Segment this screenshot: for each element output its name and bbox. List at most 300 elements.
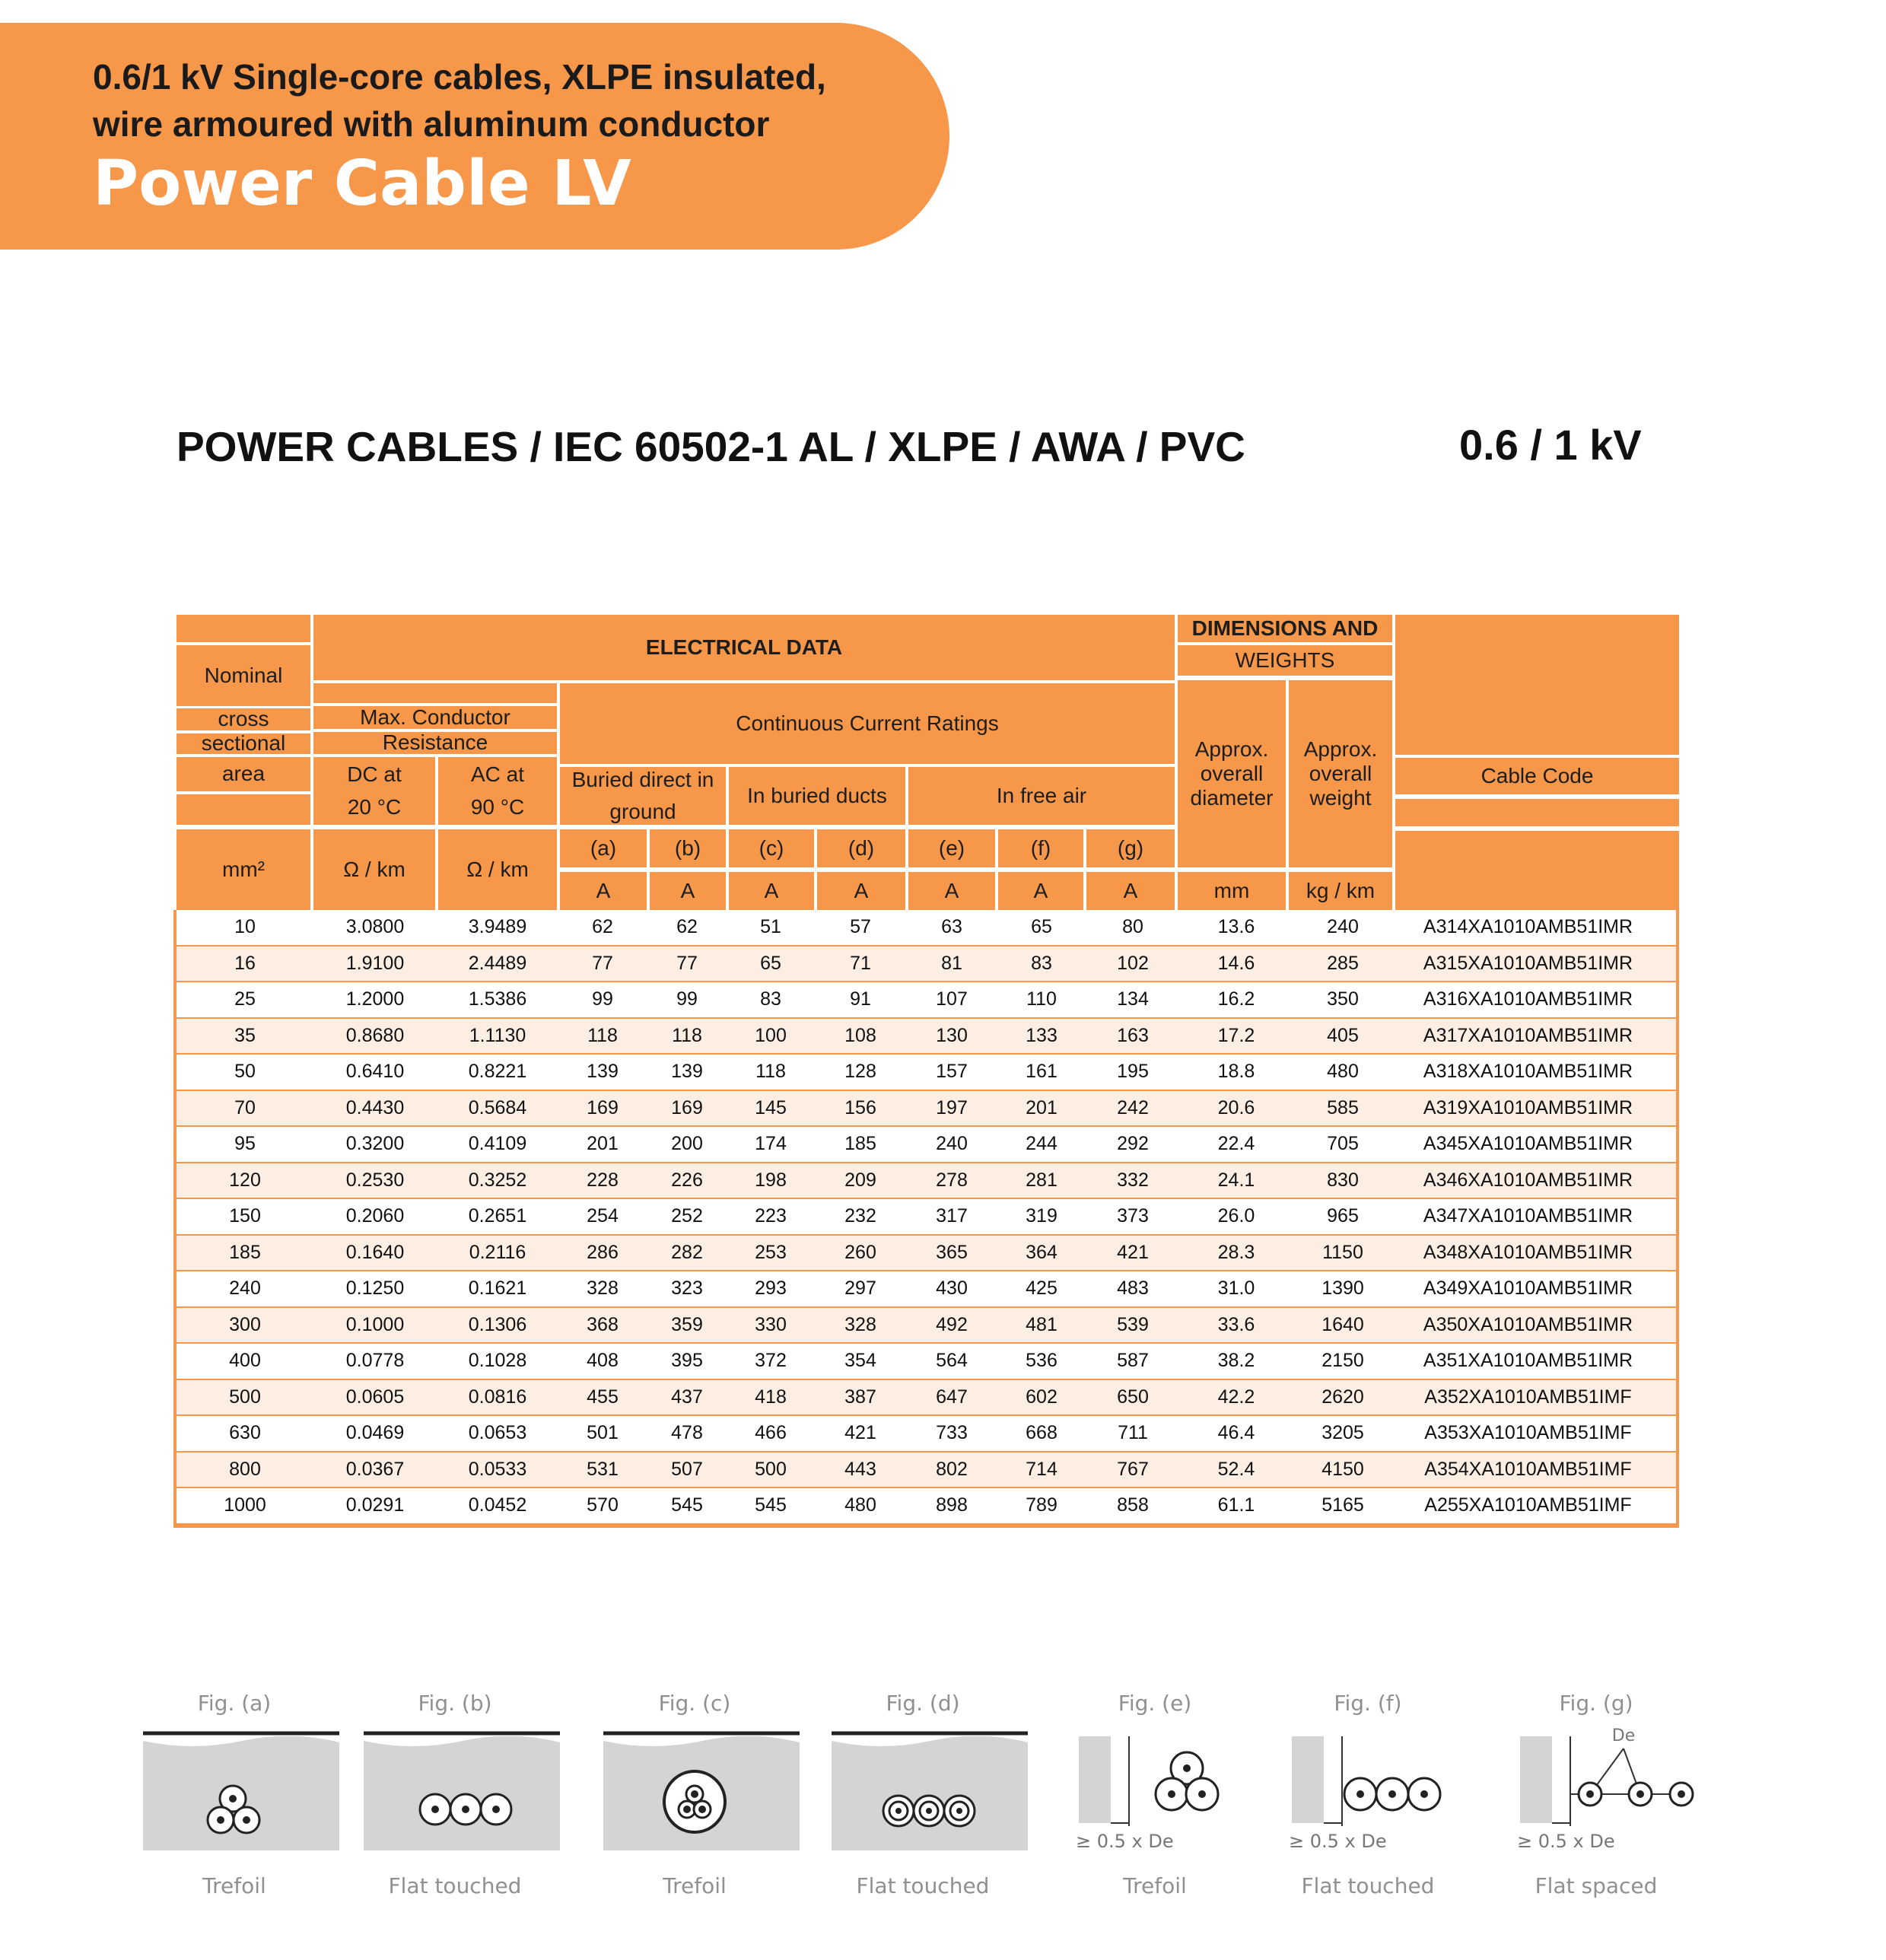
header-fig-e: (e) — [908, 829, 995, 867]
table-cell: 57 — [850, 916, 871, 938]
header-buried-direct-l1: Buried direct in — [571, 767, 714, 791]
table-cell: 169 — [671, 1096, 703, 1118]
header-fig-a: (a) — [560, 829, 647, 867]
table-cell: 83 — [1031, 952, 1052, 974]
table-cell: 242 — [1117, 1096, 1149, 1118]
table-cell: 244 — [1026, 1133, 1057, 1155]
table-cell: 587 — [1117, 1350, 1149, 1372]
installation-diagram — [1254, 1726, 1482, 1863]
table-cell: 1.1130 — [469, 1024, 526, 1046]
table-row — [177, 910, 1676, 947]
table-cell: 20.6 — [1217, 1096, 1255, 1118]
table-cell: 647 — [936, 1386, 968, 1408]
table-cell: 789 — [1026, 1494, 1057, 1516]
cable-icon — [1670, 1783, 1693, 1806]
installation-diagram — [580, 1726, 809, 1863]
table-cell: 602 — [1026, 1386, 1057, 1408]
cable-code-cell: A352XA1010AMB51IMF — [1424, 1386, 1632, 1408]
table-cell: 350 — [1327, 988, 1359, 1010]
cable-icon — [1344, 1778, 1376, 1810]
installation-diagram — [341, 1726, 569, 1863]
banner-title: Power Cable LV — [93, 148, 631, 220]
table-cell: 120 — [229, 1169, 261, 1191]
cable-code-cell: A350XA1010AMB51IMR — [1423, 1313, 1633, 1335]
header-unit-a: A — [817, 872, 905, 910]
table-cell: 898 — [936, 1494, 968, 1516]
table-cell: 387 — [844, 1386, 876, 1408]
table-cell: 564 — [936, 1350, 968, 1372]
header-continuous-ratings: Continuous Current Ratings — [560, 683, 1175, 764]
table-cell: 455 — [587, 1386, 619, 1408]
table-cell: 163 — [1117, 1024, 1149, 1046]
table-cell: 107 — [936, 988, 968, 1010]
table-cell: 71 — [850, 952, 871, 974]
figure-caption: Fig. (a) — [197, 1691, 272, 1716]
table-cell: 800 — [229, 1458, 261, 1480]
table-cell: 1.9100 — [345, 952, 405, 974]
table-cell: 650 — [1117, 1386, 1149, 1408]
table-cell: 0.2530 — [345, 1169, 405, 1191]
table-cell: 145 — [755, 1096, 787, 1118]
table-cell: 0.8680 — [345, 1024, 405, 1046]
table-cell: 421 — [1117, 1241, 1149, 1263]
table-cell: 2620 — [1321, 1386, 1364, 1408]
table-cell: 0.1306 — [468, 1313, 527, 1335]
table-cell: 2.4489 — [468, 952, 527, 974]
duct-icon — [914, 1796, 944, 1826]
page-title: POWER CABLES / IEC 60502-1 AL / XLPE / AWA / PVC — [177, 423, 1245, 470]
table-cell: 95 — [234, 1133, 256, 1155]
table-cell: 110 — [1026, 988, 1057, 1010]
figure-label: Flat touched — [388, 1873, 522, 1898]
cable-code-cell: A255XA1010AMB51IMF — [1424, 1494, 1632, 1516]
table-cell: 281 — [1026, 1169, 1057, 1191]
figure-label: Flat touched — [1301, 1873, 1435, 1898]
table-cell: 365 — [936, 1241, 968, 1263]
table-cell: 16 — [234, 952, 256, 974]
header-cross: cross — [177, 708, 310, 730]
table-row — [177, 1308, 1676, 1344]
header-fig-b: (b) — [650, 829, 726, 867]
table-cell: 368 — [587, 1313, 619, 1335]
table-row — [177, 1416, 1676, 1452]
spacing-note: ≥ 0.5 x De — [1289, 1831, 1387, 1852]
table-cell: 0.3252 — [468, 1169, 527, 1191]
table-cell: 232 — [844, 1205, 876, 1227]
table-cell: 0.0469 — [345, 1422, 405, 1444]
table-cell: 1390 — [1321, 1278, 1364, 1300]
header-dc-label: DC at — [347, 762, 402, 787]
table-row — [177, 1236, 1676, 1272]
cable-code-cell: A354XA1010AMB51IMF — [1424, 1458, 1632, 1480]
table-cell: 630 — [229, 1422, 261, 1444]
table-cell: 80 — [1122, 916, 1143, 938]
header-unit-mm: mm — [1178, 872, 1286, 910]
header-unit-a: A — [729, 872, 814, 910]
header-weights: WEIGHTS — [1178, 645, 1392, 676]
cable-code-cell: A314XA1010AMB51IMR — [1423, 916, 1633, 938]
table-cell: 18.8 — [1217, 1061, 1255, 1083]
cable-icon — [694, 1801, 711, 1818]
table-cell: 4150 — [1321, 1458, 1364, 1480]
header-fig-c: (c) — [729, 829, 814, 867]
table-cell: 130 — [936, 1024, 968, 1046]
cable-code-cell: A353XA1010AMB51IMF — [1424, 1422, 1632, 1444]
cable-code-cell: A315XA1010AMB51IMR — [1423, 952, 1633, 974]
table-cell: 139 — [587, 1061, 619, 1083]
table-cell: 319 — [1026, 1205, 1057, 1227]
header-unit-a: A — [998, 872, 1083, 910]
duct-icon — [883, 1796, 914, 1826]
table-cell: 0.2116 — [469, 1241, 526, 1263]
table-cell: 767 — [1117, 1458, 1149, 1480]
header-approx-diameter-l2: overall — [1200, 761, 1264, 785]
table-cell: 16.2 — [1217, 988, 1255, 1010]
data-table — [173, 910, 1679, 1528]
table-cell: 705 — [1327, 1133, 1359, 1155]
figure-label: Flat spaced — [1535, 1873, 1658, 1898]
installation-diagram — [120, 1726, 348, 1863]
table-cell: 38.2 — [1217, 1350, 1255, 1372]
table-cell: 28.3 — [1217, 1241, 1255, 1263]
table-cell: 668 — [1026, 1422, 1057, 1444]
figure-label: Trefoil — [663, 1873, 727, 1898]
header-approx-weight — [1289, 680, 1392, 867]
table-cell: 77 — [676, 952, 698, 974]
table-cell: 2150 — [1321, 1350, 1364, 1372]
header-unit-ohm-dc: Ω / km — [313, 829, 435, 910]
header-unit-ohm-ac: Ω / km — [438, 829, 557, 910]
table-cell: 0.0533 — [468, 1458, 527, 1480]
table-cell: 492 — [936, 1313, 968, 1335]
table-cell: 0.0291 — [345, 1494, 405, 1516]
table-cell: 161 — [1026, 1061, 1057, 1083]
table-cell: 209 — [844, 1169, 876, 1191]
table-cell: 328 — [844, 1313, 876, 1335]
table-cell: 425 — [1026, 1278, 1057, 1300]
cable-icon — [686, 1786, 703, 1803]
table-cell: 157 — [936, 1061, 968, 1083]
table-cell: 0.4109 — [468, 1133, 527, 1155]
cable-code-cell: A348XA1010AMB51IMR — [1423, 1241, 1633, 1263]
table-cell: 293 — [755, 1278, 787, 1300]
header-resistance: Resistance — [313, 732, 557, 754]
table-cell: 480 — [1327, 1061, 1359, 1083]
table-cell: 61.1 — [1217, 1494, 1255, 1516]
table-cell: 174 — [755, 1133, 787, 1155]
table-cell: 278 — [936, 1169, 968, 1191]
figure-label: Flat touched — [856, 1873, 990, 1898]
table-row — [177, 1344, 1676, 1380]
table-cell: 300 — [229, 1313, 261, 1335]
table-cell: 195 — [1117, 1061, 1149, 1083]
figure-caption: Fig. (e) — [1118, 1691, 1192, 1716]
header-nominal: Nominal — [177, 645, 310, 706]
banner-line-2: wire armoured with aluminum conductor — [93, 104, 770, 144]
cable-icon — [1408, 1778, 1440, 1810]
table-cell: 585 — [1327, 1096, 1359, 1118]
table-cell: 118 — [755, 1061, 786, 1083]
table-cell: 118 — [672, 1024, 702, 1046]
figure-caption: Fig. (d) — [886, 1691, 960, 1716]
table-cell: 466 — [755, 1422, 787, 1444]
header-fig-d: (d) — [817, 829, 905, 867]
table-row — [177, 947, 1676, 983]
header-block — [177, 615, 310, 642]
table-cell: 62 — [676, 916, 698, 938]
table-cell: 430 — [936, 1278, 968, 1300]
table-cell: 0.2060 — [345, 1205, 405, 1227]
table-cell: 13.6 — [1217, 916, 1255, 938]
cable-icon — [234, 1807, 259, 1833]
table-row — [177, 1380, 1676, 1417]
header-block — [177, 794, 310, 825]
table-cell: 42.2 — [1217, 1386, 1255, 1408]
table-cell: 0.8221 — [468, 1061, 527, 1083]
table-cell: 254 — [587, 1205, 619, 1227]
table-cell: 253 — [755, 1241, 787, 1263]
header-dc-at — [313, 757, 435, 825]
table-cell: 500 — [755, 1458, 787, 1480]
table-cell: 0.1621 — [468, 1278, 527, 1300]
table-cell: 139 — [671, 1061, 703, 1083]
table-cell: 802 — [936, 1458, 968, 1480]
table-cell: 24.1 — [1217, 1169, 1255, 1191]
header-block — [1395, 615, 1679, 755]
cable-icon — [1156, 1778, 1188, 1810]
table-cell: 102 — [1117, 952, 1149, 974]
table-cell: 228 — [587, 1169, 619, 1191]
installation-diagram — [809, 1726, 1037, 1863]
table-cell: 3205 — [1321, 1422, 1364, 1444]
table-cell: 201 — [1026, 1096, 1057, 1118]
table-cell: 169 — [587, 1096, 619, 1118]
cable-code-cell: A316XA1010AMB51IMR — [1423, 988, 1633, 1010]
cable-icon — [481, 1794, 511, 1825]
table-cell: 733 — [936, 1422, 968, 1444]
table-cell: 83 — [760, 988, 781, 1010]
cable-code-cell: A349XA1010AMB51IMR — [1423, 1278, 1633, 1300]
table-cell: 197 — [936, 1096, 968, 1118]
table-cell: 133 — [1026, 1024, 1057, 1046]
header-unit-a: A — [908, 872, 995, 910]
table-cell: 481 — [1026, 1313, 1057, 1335]
table-cell: 286 — [587, 1241, 619, 1263]
header-ac-temp: 90 °C — [470, 794, 525, 819]
table-cell: 373 — [1117, 1205, 1149, 1227]
table-cell: 226 — [671, 1169, 703, 1191]
table-cell: 65 — [760, 952, 781, 974]
table-cell: 536 — [1026, 1350, 1057, 1372]
table-row — [177, 1452, 1676, 1489]
cable-code-cell: A346XA1010AMB51IMR — [1423, 1169, 1633, 1191]
header-unit-kg: kg / km — [1289, 872, 1392, 910]
table-cell: 91 — [850, 988, 871, 1010]
cable-icon — [1579, 1783, 1601, 1806]
cable-icon — [450, 1794, 481, 1825]
header-buried-direct — [560, 767, 726, 825]
table-cell: 711 — [1118, 1422, 1148, 1444]
table-cell: 330 — [755, 1313, 787, 1335]
header-buried-ducts: In buried ducts — [729, 767, 905, 825]
figure-caption: Fig. (c) — [658, 1691, 731, 1716]
cable-icon — [420, 1794, 450, 1825]
table-cell: 400 — [229, 1350, 261, 1372]
table-cell: 51 — [760, 916, 781, 938]
table-cell: 25 — [234, 988, 256, 1010]
table-cell: 1150 — [1322, 1241, 1363, 1263]
table-cell: 0.3200 — [345, 1133, 405, 1155]
table-cell: 1.5386 — [468, 988, 527, 1010]
header-approx-diameter — [1178, 680, 1286, 867]
header-banner — [0, 23, 949, 250]
header-ac-at — [438, 757, 557, 825]
table-cell: 185 — [229, 1241, 261, 1263]
cable-icon — [1376, 1778, 1408, 1810]
table-cell: 0.1250 — [345, 1278, 405, 1300]
table-cell: 418 — [755, 1386, 787, 1408]
cable-code-cell: A351XA1010AMB51IMR — [1423, 1350, 1633, 1372]
header-block — [313, 683, 557, 703]
table-cell: 17.2 — [1217, 1024, 1255, 1046]
table-cell: 0.1028 — [468, 1350, 527, 1372]
table-cell: 354 — [844, 1350, 876, 1372]
table-cell: 26.0 — [1217, 1205, 1255, 1227]
header-block — [1395, 799, 1679, 826]
header-cable-code: Cable Code — [1395, 758, 1679, 794]
table-cell: 323 — [671, 1278, 703, 1300]
table-cell: 285 — [1327, 952, 1359, 974]
table-cell: 545 — [755, 1494, 787, 1516]
table-cell: 501 — [587, 1422, 619, 1444]
table-cell: 3.9489 — [468, 916, 527, 938]
table-cell: 437 — [671, 1386, 703, 1408]
table-cell: 5165 — [1321, 1494, 1364, 1516]
table-cell: 118 — [587, 1024, 618, 1046]
figure-label: Trefoil — [202, 1873, 266, 1898]
table-cell: 500 — [229, 1386, 261, 1408]
table-cell: 483 — [1117, 1278, 1149, 1300]
table-cell: 0.4430 — [345, 1096, 405, 1118]
header-sectional: sectional — [177, 733, 310, 754]
header-dc-temp: 20 °C — [347, 794, 402, 819]
header-fig-g: (g) — [1086, 829, 1175, 867]
de-label: De — [1611, 1726, 1636, 1745]
table-cell: 10 — [234, 916, 256, 938]
table-cell: 443 — [844, 1458, 876, 1480]
header-dimensions: DIMENSIONS AND — [1178, 615, 1392, 642]
table-cell: 282 — [671, 1241, 703, 1263]
header-unit-a: A — [650, 872, 726, 910]
table-cell: 31.0 — [1217, 1278, 1255, 1300]
table-cell: 240 — [229, 1278, 261, 1300]
table-cell: 156 — [844, 1096, 876, 1118]
table-cell: 714 — [1026, 1458, 1057, 1480]
cable-icon — [1186, 1778, 1218, 1810]
header-electrical-data: ELECTRICAL DATA — [313, 615, 1175, 680]
cable-icon — [1629, 1783, 1652, 1806]
table-row — [177, 1488, 1676, 1525]
header-approx-weight-l1: Approx. — [1303, 737, 1378, 761]
spacing-note: ≥ 0.5 x De — [1517, 1831, 1615, 1852]
table-cell: 1000 — [224, 1494, 266, 1516]
header-ac-label: AC at — [470, 762, 525, 787]
table-cell: 52.4 — [1217, 1458, 1255, 1480]
voltage-rating: 0.6 / 1 kV — [1459, 421, 1642, 469]
table-cell: 108 — [844, 1024, 876, 1046]
table-cell: 507 — [671, 1458, 703, 1480]
table-row — [177, 1271, 1676, 1308]
table-cell: 0.1640 — [345, 1241, 405, 1263]
table-cell: 395 — [671, 1350, 703, 1372]
table-row — [177, 1055, 1676, 1091]
figure-label: Trefoil — [1123, 1873, 1187, 1898]
table-cell: 372 — [755, 1350, 787, 1372]
header-approx-diameter-l3: diameter — [1190, 786, 1274, 810]
table-cell: 0.0653 — [468, 1422, 527, 1444]
table-cell: 134 — [1117, 988, 1149, 1010]
duct-icon — [944, 1796, 975, 1826]
table-cell: 0.0816 — [468, 1386, 527, 1408]
header-buried-direct-l2: ground — [609, 800, 676, 823]
table-cell: 1640 — [1321, 1313, 1364, 1335]
table-row — [177, 1127, 1676, 1163]
header-max-conductor: Max. Conductor — [313, 706, 557, 729]
table-cell: 81 — [941, 952, 962, 974]
table-cell: 223 — [755, 1205, 787, 1227]
installation-diagram — [1041, 1726, 1269, 1863]
table-cell: 63 — [941, 916, 962, 938]
header-approx-weight-l3: weight — [1309, 786, 1372, 810]
table-cell: 570 — [587, 1494, 619, 1516]
table-row — [177, 982, 1676, 1019]
table-cell: 0.0452 — [468, 1494, 527, 1516]
cable-code-cell: A345XA1010AMB51IMR — [1423, 1133, 1633, 1155]
table-cell: 150 — [229, 1205, 261, 1227]
table-cell: 480 — [844, 1494, 876, 1516]
table-cell: 99 — [592, 988, 613, 1010]
header-approx-weight-l2: overall — [1309, 761, 1372, 785]
table-cell: 359 — [671, 1313, 703, 1335]
table-cell: 405 — [1327, 1024, 1359, 1046]
table-cell: 531 — [587, 1458, 619, 1480]
table-cell: 545 — [671, 1494, 703, 1516]
table-cell: 408 — [587, 1350, 619, 1372]
table-cell: 328 — [587, 1278, 619, 1300]
table-cell: 62 — [592, 916, 613, 938]
table-cell: 332 — [1117, 1169, 1149, 1191]
table-cell: 1.2000 — [345, 988, 405, 1010]
table-cell: 185 — [844, 1133, 876, 1155]
table-row — [177, 1019, 1676, 1055]
table-cell: 35 — [234, 1024, 256, 1046]
table-cell: 0.0367 — [345, 1458, 405, 1480]
header-free-air: In free air — [908, 767, 1175, 825]
cable-code-cell: A318XA1010AMB51IMR — [1423, 1061, 1633, 1083]
table-cell: 965 — [1327, 1205, 1359, 1227]
table-cell: 0.6410 — [345, 1061, 405, 1083]
table-cell: 200 — [671, 1133, 703, 1155]
table-cell: 128 — [844, 1061, 876, 1083]
table-cell: 260 — [844, 1241, 876, 1263]
table-cell: 100 — [755, 1024, 787, 1046]
table-cell: 292 — [1117, 1133, 1149, 1155]
table-cell: 198 — [755, 1169, 787, 1191]
table-cell: 70 — [234, 1096, 256, 1118]
cable-code-cell: A317XA1010AMB51IMR — [1423, 1024, 1633, 1046]
table-cell: 3.0800 — [345, 916, 405, 938]
table-cell: 22.4 — [1217, 1133, 1255, 1155]
